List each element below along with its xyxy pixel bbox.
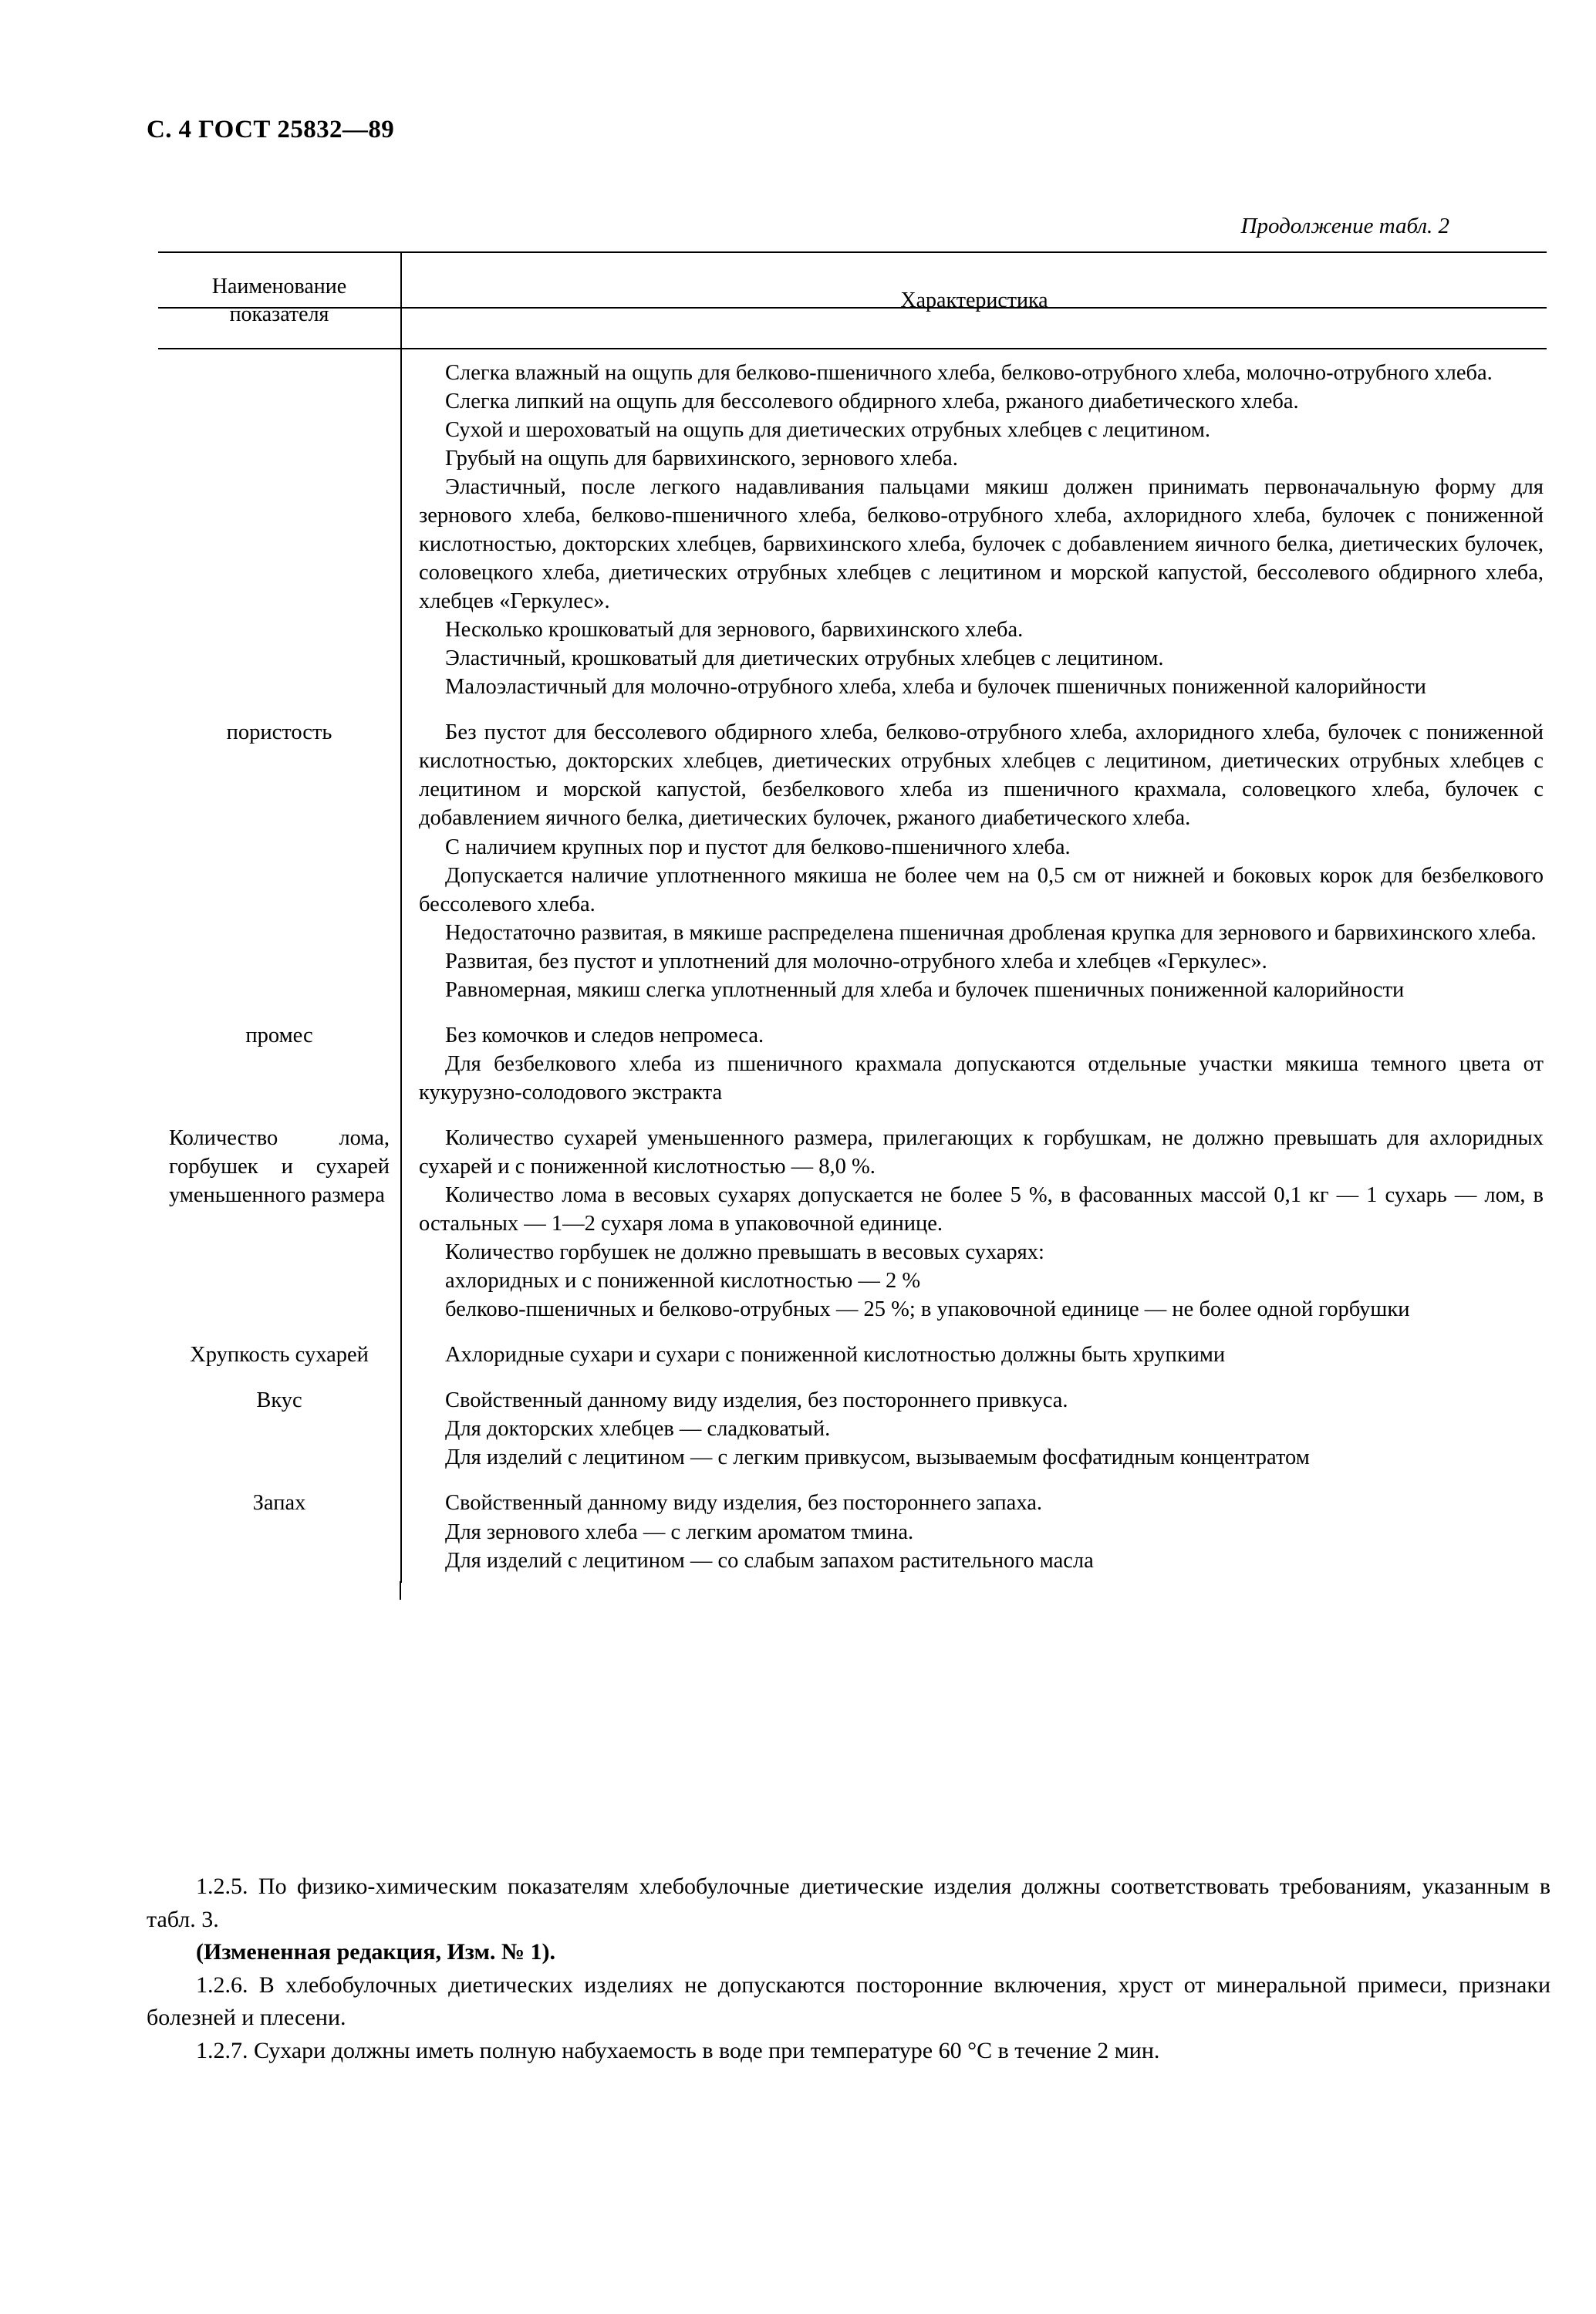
characteristic-paragraph: Количество лома в весовых сухарях допускается не более 5 %, в фасованных массой 0,1 кг — 1 сухарь — лом, в остальных — 1—2 сухаря лома в упаковочной единице. [419,1183,1544,1236]
row-indicator-label: Запах [252,1491,306,1516]
row-characteristic [401,709,1547,1011]
characteristic-paragraph: С наличием крупных пор и пустот для белково-пшеничного хлеба. [445,835,1071,859]
characteristics-table [158,251,1547,1583]
row-indicator-name [158,1331,401,1377]
characteristic-paragraph: ахлоридных и с пониженной кислотностью — 2 % [445,1269,921,1294]
row-characteristic [401,349,1547,710]
row-indicator-name [158,709,401,1011]
body-paragraphs [147,1870,1550,2068]
p-1-2-5: 1.2.5. По физико-химическим показателям хлебобулочные диетические изделия должны соответствовать требованиям, указанным в табл. 3. [147,1874,1550,1932]
table-body [158,349,1547,1583]
characteristic-paragraph: Количество горбушек не должно превышать в весовых сухарях: [445,1240,1044,1265]
table-row [158,1479,1547,1582]
table-row [158,1331,1547,1377]
table-row [158,709,1547,1011]
row-indicator-name [158,1115,401,1331]
characteristic-paragraph: Грубый на ощупь для барвихинского, зернового хлеба. [445,446,958,471]
characteristic-paragraph: Для докторских хлебцев — сладковатый. [445,1417,831,1442]
characteristic-paragraph: Сухой и шероховатый на ощупь для диетических отрубных хлебцев с лецитином. [445,417,1211,442]
characteristic-paragraph: Недостаточно развитая, в мякише распределена пшеничная дробленая крупка для зернового и барвихинского хлеба. [445,920,1537,945]
row-indicator-name [158,349,401,710]
characteristic-paragraph: Свойственный данному виду изделия, без постороннего запаха. [445,1491,1042,1516]
table-column-divider-tail [400,1581,401,1600]
characteristic-paragraph: Слегка влажный на ощупь для белково-пшеничного хлеба, белково-отрубного хлеба, молочно-отрубного хлеба. [445,360,1493,385]
row-indicator-label: пористость [226,720,332,745]
row-indicator-name [158,1012,401,1115]
characteristic-paragraph: Эластичный, крошковатый для диетических отрубных хлебцев с лецитином. [445,646,1164,671]
characteristic-paragraph: Для безбелкового хлеба из пшеничного крахмала допускаются отдельные участки мякиша темного цвета от кукурузно-солодового экстракта [419,1051,1544,1105]
p-1-2-7: 1.2.7. Сухари должны иметь полную набухаемость в воде при температуре 60 °С в течение 2 мин. [196,2037,1160,2063]
characteristic-paragraph: Эластичный, после легкого надавливания пальцами мякиш должен принимать первоначальную форму для зернового хлеба, белково-пшеничного хлеба, белково-отрубного хлеба, ахлоридного хлеба, булочек с пониженной кислотностью, докторских хлебцев, барвихинского хлеба, булочек с добавлением яичного белка, диетических булочек, соловецкого хлеба, диетических отрубных хлебцев с лецитином и морской капустой, бессолевого обдирного хлеба, хлебцев «Геркулес». [419,474,1544,614]
p-1-2-6: 1.2.6. В хлебобулочных диетических изделиях не допускаются посторонние включения, хруст от минеральной примеси, признаки болезней и плесени. [147,1972,1550,2031]
row-characteristic [401,1012,1547,1115]
row-indicator-label: Количество лома, горбушек и сухарей уменьшенного размера [169,1125,390,1208]
table-header-row [158,252,1547,349]
row-indicator-label: Хрупкость сухарей [190,1343,369,1368]
row-indicator-name [158,1377,401,1479]
row-characteristic [401,1331,1547,1377]
row-characteristic [401,1479,1547,1582]
characteristic-paragraph: Для изделий с лецитином — с легким привкусом, вызываемым фосфатидным концентратом [445,1445,1310,1470]
table-row [158,1377,1547,1479]
characteristic-paragraph: Малоэластичный для молочно-отрубного хлеба, хлеба и булочек пшеничных пониженной калорийности [445,675,1426,700]
characteristic-paragraph: Количество сухарей уменьшенного размера, прилегающих к горбушкам, не должно превышать для ахлоридных сухарей и с пониженной кислотностью — 8,0 %. [419,1125,1544,1179]
characteristic-paragraph: белково-пшеничных и белково-отрубных — 25 %; в упаковочной единице — не более одной горбушки [445,1297,1410,1322]
characteristic-paragraph: Развитая, без пустот и уплотнений для молочно-отрубного хлеба и хлебцев «Геркулес». [445,949,1267,973]
row-indicator-label: Вкус [256,1388,302,1413]
characteristic-paragraph: Слегка липкий на ощупь для бессолевого обдирного хлеба, ржаного диабетического хлеба. [445,389,1299,413]
column-header-indicator-name: Наименование показателя [158,252,401,349]
column-header-characteristic: Характеристика [401,252,1547,349]
row-characteristic [401,1377,1547,1479]
characteristic-paragraph: Равномерная, мякиш слегка уплотненный для хлеба и булочек пшеничных пониженной калорийности [445,977,1405,1002]
characteristic-paragraph: Для зернового хлеба — с легким ароматом тмина. [445,1520,914,1544]
table-row [158,1012,1547,1115]
table-row [158,349,1547,710]
characteristic-paragraph: Для изделий с лецитином — со слабым запахом растительного масла [445,1548,1094,1573]
table-continuation-caption: Продолжение табл. 2 [1240,214,1449,238]
characteristic-paragraph: Свойственный данному виду изделия, без постороннего привкуса. [445,1388,1068,1413]
row-indicator-name [158,1479,401,1582]
header-double-rule [158,307,1547,309]
characteristic-paragraph: Без пустот для бессолевого обдирного хлеба, белково-отрубного хлеба, ахлоридного хлеба, булочек с пониженной кислотностью, докторских хлебцев, диетических отрубных хлебцев с лецитином, диетических отрубных хлебцев с лецитином и морской капустой, безбелкового хлеба из пшеничного крахмала, соловецкого хлеба, булочек с добавлением яичного белка, диетических булочек, ржаного диабетического хлеба. [419,720,1544,831]
row-characteristic [401,1115,1547,1331]
table-row [158,1115,1547,1331]
characteristic-paragraph: Ахлоридные сухари и сухари с пониженной кислотностью должны быть хрупкими [445,1343,1226,1368]
page-running-head: С. 4 ГОСТ 25832—89 [147,116,395,143]
characteristic-paragraph: Допускается наличие уплотненного мякиша не более чем на 0,5 см от нижней и боковых корок для безбелкового бессолевого хлеба. [419,863,1544,916]
p-amended-edition: (Измененная редакция, Изм. № 1). [196,1939,556,1965]
characteristic-paragraph: Несколько крошковатый для зернового, барвихинского хлеба. [445,618,1024,643]
row-indicator-label: промес [245,1023,313,1047]
characteristic-paragraph: Без комочков и следов непромеса. [445,1023,764,1047]
table-header [158,252,1547,349]
